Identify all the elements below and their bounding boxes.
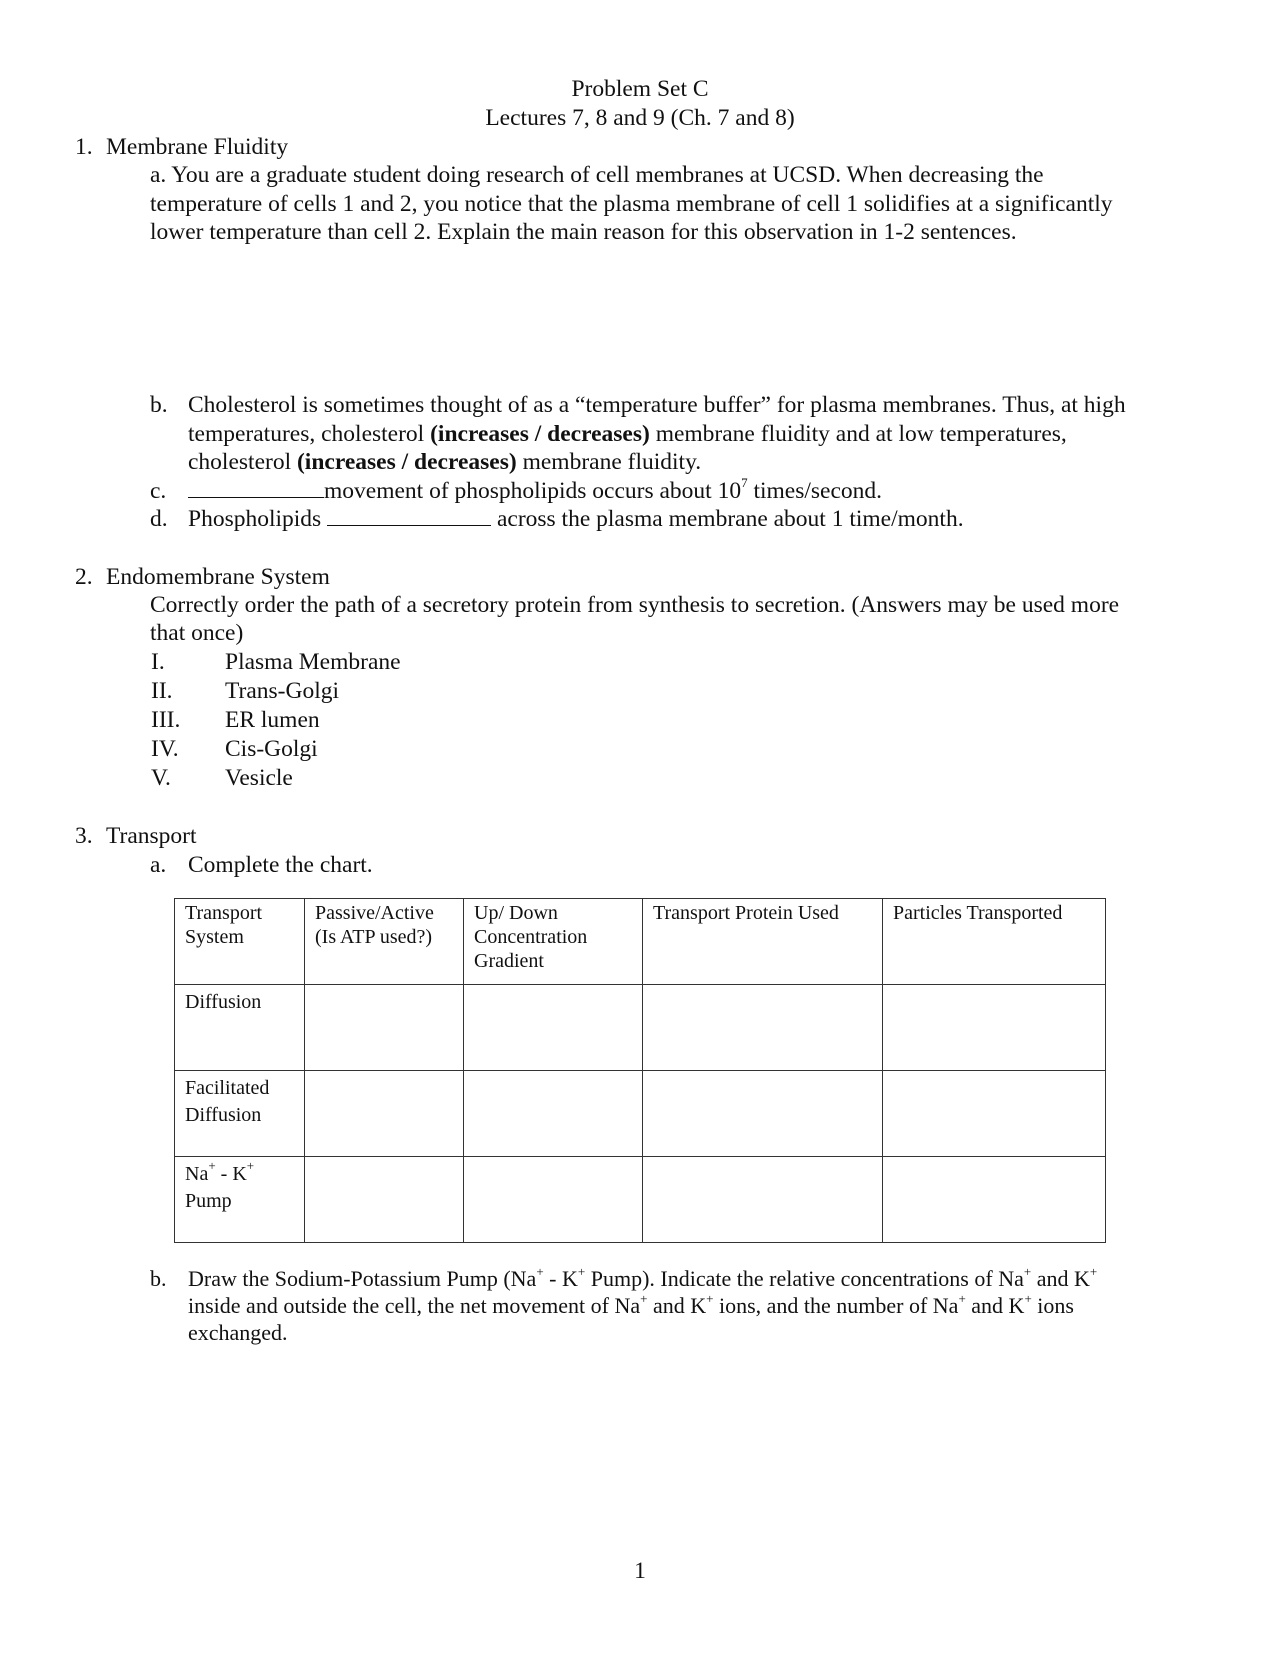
- table-cell-answer[interactable]: [883, 985, 1106, 1071]
- q3b-line-2: inside and outside the cell, the net movement of Na+ and K+ ions, and the number of Na+ and K+ ions: [188, 1290, 1074, 1318]
- q3b-line-1: Draw the Sodium-Potassium Pump (Na+ - K+ Pump). Indicate the relative concentrations of Na+ and K+: [188, 1263, 1098, 1291]
- q3a-text: Complete the chart.: [188, 852, 373, 878]
- q1c-line: movement of phospholipids occurs about $10^7$ times/second.: [188, 477, 882, 506]
- q2-item-text: Vesicle: [225, 765, 293, 791]
- q1c-label: c.: [150, 478, 167, 504]
- q1a-line-3: lower temperature than cell 2. Explain the main reason for this observation in 1-2 sentences.: [150, 219, 1017, 245]
- q2-item-numeral: I.: [151, 649, 165, 675]
- q1b-choice-high: (increases / decreases): [430, 421, 650, 447]
- table-cell-answer[interactable]: [305, 1157, 464, 1243]
- page-title: Problem Set C: [571, 76, 709, 102]
- q1b-line-3: cholesterol (increases / decreases) membrane fluidity.: [188, 449, 702, 475]
- q2-heading: Endomembrane System: [106, 564, 330, 590]
- q1b-line-2: temperatures, cholesterol (increases / decreases) membrane fluidity and at low temperatures,: [188, 421, 1067, 447]
- table-row: [175, 1157, 1106, 1243]
- q1-heading: Membrane Fluidity: [106, 134, 289, 160]
- q2-number: 2.: [75, 564, 93, 590]
- table-cell-system: Na+ - K+ Pump: [175, 1157, 305, 1243]
- table-header-cell: Passive/Active (Is ATP used?): [305, 899, 464, 985]
- q2-item-numeral: V.: [151, 765, 171, 791]
- table-row: [175, 1071, 1106, 1157]
- table-cell-answer[interactable]: [464, 985, 643, 1071]
- q2-item-numeral: IV.: [151, 736, 179, 762]
- q1a-line-2: temperature of cells 1 and 2, you notice that the plasma membrane of cell 1 solidifies at a significantly: [150, 191, 1113, 217]
- table-header-cell: Transport Protein Used: [643, 899, 883, 985]
- table-cell-answer[interactable]: [464, 1071, 643, 1157]
- table-cell-answer[interactable]: [883, 1071, 1106, 1157]
- q1b-line-1: Cholesterol is sometimes thought of as a “temperature buffer” for plasma membranes. Thus, at high: [188, 392, 1126, 418]
- q1b-choice-low: (increases / decreases): [296, 449, 517, 475]
- table-header-cell: Up/ Down Concentration Gradient: [464, 899, 643, 985]
- table-cell-answer[interactable]: [464, 1157, 643, 1243]
- q1d-answer-blank[interactable]: [327, 505, 491, 526]
- q2-item-text: ER lumen: [225, 707, 320, 733]
- q1-number: 1.: [75, 134, 93, 160]
- q3b-line-3: exchanged.: [188, 1320, 288, 1345]
- q2-item-numeral: II.: [151, 678, 173, 704]
- transport-chart: [174, 898, 1106, 1243]
- table-cell-system: Facilitated Diffusion: [175, 1071, 305, 1157]
- table-cell-system: Diffusion: [175, 985, 305, 1071]
- q2-instructions-2: that once): [150, 620, 244, 646]
- table-cell-answer[interactable]: [883, 1157, 1106, 1243]
- q2-item-text: Cis-Golgi: [225, 736, 318, 762]
- q3-number: 3.: [75, 823, 93, 849]
- page-subtitle: Lectures 7, 8 and 9 (Ch. 7 and 8): [485, 105, 795, 131]
- table-cell-answer[interactable]: [643, 1157, 883, 1243]
- table-header-cell: Particles Transported: [883, 899, 1106, 985]
- table-cell-answer[interactable]: [305, 985, 464, 1071]
- q2-item-text: Plasma Membrane: [225, 649, 401, 675]
- q2-item-numeral: III.: [151, 707, 181, 733]
- table-cell-answer[interactable]: [643, 1071, 883, 1157]
- q2-instructions-1: Correctly order the path of a secretory protein from synthesis to secretion. (Answers may be used more: [150, 592, 1120, 618]
- table-cell-answer[interactable]: [305, 1071, 464, 1157]
- q3a-label: a.: [150, 852, 167, 878]
- page-number: 1: [634, 1558, 646, 1584]
- q3b-label: b.: [150, 1266, 167, 1291]
- q3-heading: Transport: [106, 823, 197, 849]
- q1d-label: d.: [150, 506, 168, 532]
- table-cell-answer[interactable]: [643, 985, 883, 1071]
- table-header-row: [175, 899, 1106, 985]
- q1a-line-1: a. You are a graduate student doing research of cell membranes at UCSD. When decreasing the: [150, 162, 1044, 188]
- q1d-line: Phospholipids across the plasma membrane about 1 time/month.: [188, 506, 964, 532]
- q2-item-text: Trans-Golgi: [225, 678, 340, 704]
- table-header-cell: Transport System: [175, 899, 305, 985]
- q1c-answer-blank[interactable]: [188, 477, 324, 498]
- q1b-label: b.: [150, 392, 168, 418]
- table-row: [175, 985, 1106, 1071]
